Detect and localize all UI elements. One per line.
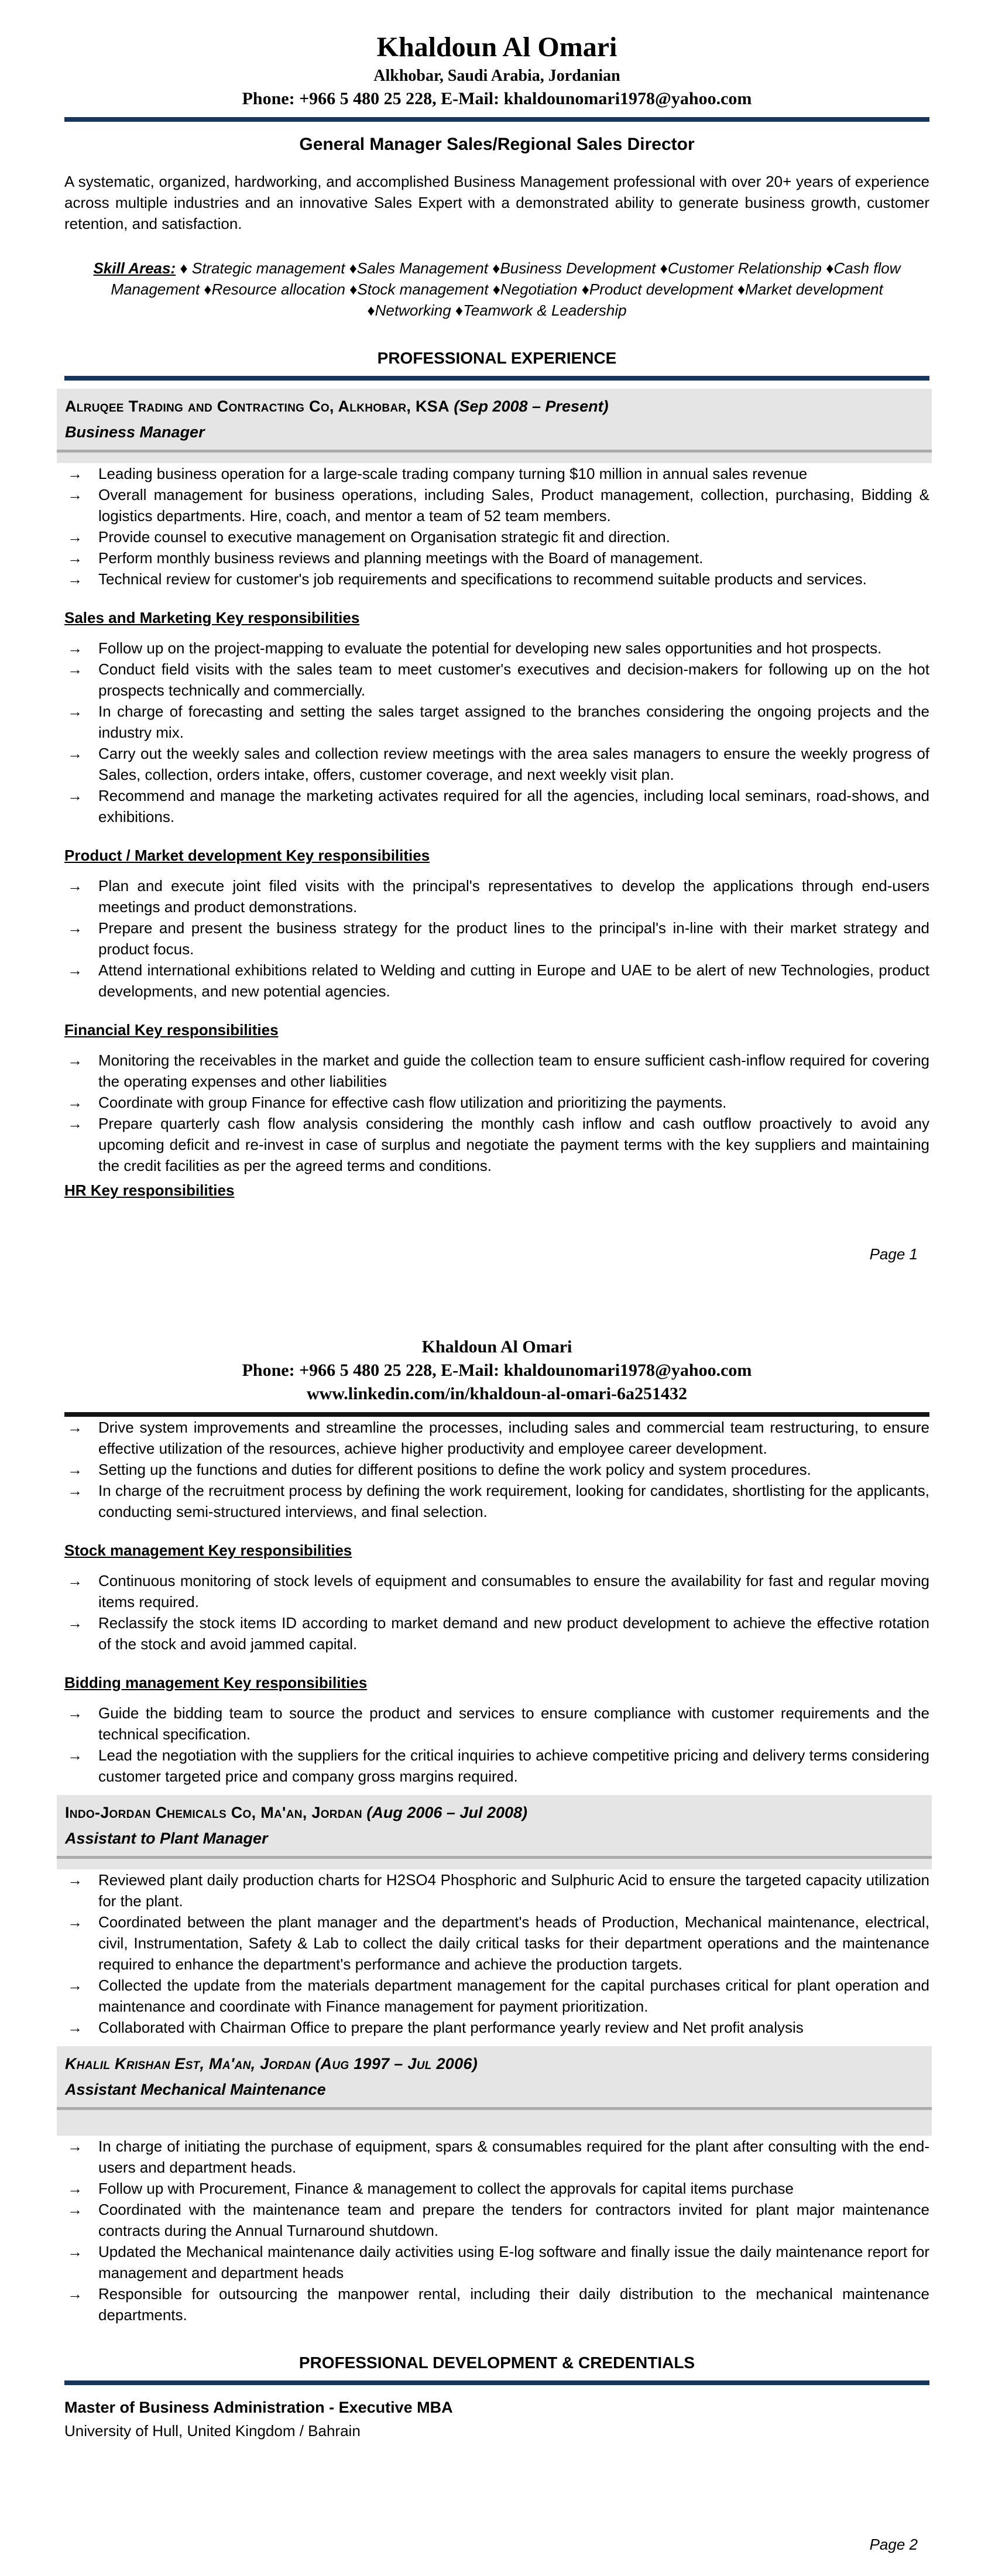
arrow-bullet-icon: → [67,919,83,937]
job3-company-line [65,2053,924,2074]
bullet-text: Reviewed plant daily production charts for H2SO4 Phosphoric and Sulphuric Acid to ensure the targeted capacity utilization for the plant. [98,1871,929,1910]
arrow-bullet-icon: → [67,1572,83,1590]
hr-continued-bullets [64,1417,929,1522]
bullet-text: Coordinated between the plant manager and the department's heads of Production, Mechanical maintenance, electrical, civil, Instrumentation, Safety & Lab to collect the daily critical tasks for their department operations and the maintenance required to enhance the department's performance and achieve the production targets. [98,1913,929,1973]
arrow-bullet-icon: → [67,1704,83,1722]
bullet-text: Provide counsel to executive management on Organisation strategic fit and direction. [98,528,670,546]
arrow-bullet-icon: → [67,1913,83,1931]
bullet-text: Recommend and manage the marketing activates required for all the agencies, including local seminars, road-shows, and exhibitions. [98,787,929,825]
bullet-text: Coordinated with the maintenance team and prepare the tenders for contractors invited for plant major maintenance contracts during the Annual Turnaround shutdown. [98,2201,929,2239]
arrow-bullet-icon: → [67,1482,83,1499]
job3-company-name: Khalil Krishan Est, Ma'an, Jordan [65,2055,311,2073]
job2-role: Assistant to Plant Manager [65,1830,268,1847]
job-header-box-khalil-krishan [57,2046,932,2136]
skill-areas-list: ♦ Strategic management ♦Sales Management ♦Business Development ♦Customer Relationship ♦Cash flow Management ♦Resource allocation ♦Stock management ♦Negotiation ♦Product development ♦Market development ♦Networking ♦Teamwork & Leadership [111,259,901,319]
bullet-item [64,659,929,701]
bullet-text: Follow up with Procurement, Finance & management to collect the approvals for capital items purchase [98,2180,794,2197]
resp-heading-financial: Financial Key responsibilities [64,1021,279,1039]
bullet-item [64,2136,929,2178]
skill-areas [64,258,929,321]
product-market-bullets [64,875,929,1002]
page2-header-rule-black [64,1412,929,1417]
bullet-item [64,1703,929,1745]
job1-box-tail [57,453,932,463]
bullet-text: Setting up the functions and duties for different positions to define the work policy and system procedures. [98,1461,811,1478]
arrow-bullet-icon: → [67,639,83,657]
bullet-item [64,743,929,785]
job1-role: Business Manager [65,423,205,441]
bullet-text: Technical review for customer's job requirements and specifications to recommend suitable products and services. [98,570,867,588]
credentials-rule-navy [64,2380,929,2385]
job2-company-name: Indo-Jordan Chemicals Co, Ma'an, Jordan [65,1804,362,1821]
bullet-item [64,1480,929,1522]
bullet-item [64,484,929,526]
resp-heading-product-market: Product / Market development Key responsibilities [64,847,430,864]
bullet-item [64,547,929,568]
bullet-item [64,785,929,827]
bullet-text: Responsible for outsourcing the manpower rental, including their daily distribution to the mechanical maintenance departments. [98,2285,929,2324]
arrow-bullet-icon: → [67,1051,83,1069]
bullet-item [64,568,929,590]
page2-candidate-contact: Phone: +966 5 480 25 228, E-Mail: khaldounomari1978@yahoo.com [242,1361,752,1380]
bullet-text: In charge of forecasting and setting the sales target assigned to the branches considering the ongoing projects and the industry mix. [98,703,929,741]
header-rule-navy [64,117,929,122]
arrow-bullet-icon: → [67,1094,83,1111]
section-heading-credentials: PROFESSIONAL DEVELOPMENT & CREDENTIALS [298,2354,695,2372]
page2-candidate-name: Khaldoun Al Omari [421,1337,572,1356]
bullet-text: Collected the update from the materials department management for the capital purchases critical for plant operation and maintenance and coordinate with Finance management for payment prioritization. [98,1976,929,2015]
degree-title: Master of Business Administration - Executive MBA [64,2399,453,2416]
arrow-bullet-icon: → [67,2243,83,2260]
job-header-box-alruqee [57,389,932,463]
bullet-text: Carry out the weekly sales and collection review meetings with the area sales managers to ensure the weekly progress of Sales, collection, orders intake, offers, customer coverage, and next weekly visit plan. [98,745,929,783]
bullet-text: Monitoring the receivables in the market and guide the collection team to ensure sufficient cash-inflow required for covering the operating expenses and other liabilities [98,1051,929,1090]
arrow-bullet-icon: → [67,528,83,546]
section-heading-professional-experience: PROFESSIONAL EXPERIENCE [377,349,617,367]
arrow-bullet-icon: → [67,570,83,588]
bullet-item [64,526,929,547]
experience-rule-navy [64,376,929,381]
bullet-text: Drive system improvements and streamline the processes, including sales and commercial team restructuring, to ensure effective utilization of the resources, achieve higher productivity and employee career development. [98,1419,929,1457]
degree-university: University of Hull, United Kingdom / Bahrain [64,2422,361,2440]
bullet-text: Coordinate with group Finance for effective cash flow utilization and prioritizing the payments. [98,1094,727,1111]
bullet-item [64,1050,929,1092]
bullet-text: In charge of initiating the purchase of equipment, spars & consumables required for the plant after consulting with the end-users and department heads. [98,2137,929,2176]
skill-areas-label: Skill Areas: [93,259,176,277]
bullet-item [64,2178,929,2199]
arrow-bullet-icon: → [67,660,83,678]
bidding-bullets [64,1703,929,1787]
arrow-bullet-icon: → [67,1976,83,1994]
bullet-item [64,701,929,743]
arrow-bullet-icon: → [67,1871,83,1889]
job1-intro-bullets [64,463,929,590]
resp-heading-sales-marketing: Sales and Marketing Key responsibilities [64,609,360,626]
bullet-text: Prepare and present the business strategy for the product lines to the principal's in-line with their market strategy and product focus. [98,919,929,958]
arrow-bullet-icon: → [67,1746,83,1764]
candidate-location: Alkhobar, Saudi Arabia, Jordanian [373,67,620,85]
job2-bullets [64,1869,929,2038]
arrow-bullet-icon: → [67,961,83,979]
bullet-item [64,2241,929,2283]
sales-marketing-bullets [64,638,929,827]
bullet-item [64,2199,929,2241]
bullet-item [64,638,929,659]
bullet-text: Leading business operation for a large-scale trading company turning $10 million in annual sales revenue [98,465,808,482]
arrow-bullet-icon: → [67,1461,83,1478]
page-2-number: Page 2 [869,2536,918,2553]
bullet-text: In charge of the recruitment process by defining the work requirement, looking for candidates, shortlisting for the applicants, conducting semi-structured interviews, and final selection. [98,1482,929,1520]
job-header-box-indo-jordan [57,1795,932,1869]
job1-dates: (Sep 2008 – Present) [454,398,609,415]
bullet-item [64,1570,929,1612]
arrow-bullet-icon: → [67,2180,83,2197]
arrow-bullet-icon: → [67,787,83,804]
bullet-item [64,1459,929,1480]
bullet-text: Attend international exhibitions related to Welding and cutting in Europe and UAE to be alert of new Technologies, product developments, and new potential agencies. [98,961,929,1000]
bullet-item [64,1092,929,1113]
professional-summary: A systematic, organized, hardworking, and accomplished Business Management professional with over 20+ years of experience across multiple industries and an innovative Sales Expert with a demonstrated ability to generate business growth, customer retention, and satisfaction. [64,173,929,232]
arrow-bullet-icon: → [67,486,83,503]
bullet-item [64,1869,929,1912]
job3-box-tail [57,2110,932,2136]
arrow-bullet-icon: → [67,877,83,895]
arrow-bullet-icon: → [67,1115,83,1132]
job3-dates: (Aug 1997 – Jul 2006) [315,2055,478,2073]
bullet-text: Perform monthly business reviews and planning meetings with the Board of management. [98,549,704,567]
arrow-bullet-icon: → [67,2201,83,2218]
arrow-bullet-icon: → [67,465,83,482]
target-job-title: General Manager Sales/Regional Sales Director [299,135,695,154]
bullet-text: Prepare quarterly cash flow analysis considering the monthly cash inflow and cash outflow proactively to avoid any upcoming deficit and re-invest in case of surplus and negotiate the payment terms with the key suppliers and maintaining the credit facilities as per the agreed terms and conditions. [98,1115,929,1174]
job3-role: Assistant Mechanical Maintenance [65,2081,326,2098]
arrow-bullet-icon: → [67,1419,83,1436]
arrow-bullet-icon: → [67,745,83,762]
page2-linkedin-url: www.linkedin.com/in/khaldoun-al-omari-6a251432 [306,1384,688,1403]
job1-company-line [65,396,924,417]
arrow-bullet-icon: → [67,1614,83,1632]
bullet-item [64,875,929,917]
bullet-text: Follow up on the project-mapping to evaluate the potential for developing new sales opportunities and hot prospects. [98,639,882,657]
bullet-text: Collaborated with Chairman Office to prepare the plant performance yearly review and Net profit analysis [98,2019,804,2036]
job2-company-line [65,1802,924,1823]
page-1-number: Page 1 [869,1245,918,1263]
stock-bullets [64,1570,929,1654]
arrow-bullet-icon: → [67,2019,83,2036]
job1-company-name: Alruqee Trading and Contracting Co, Alkhobar, KSA [65,398,450,415]
arrow-bullet-icon: → [67,2285,83,2303]
resp-heading-stock: Stock management Key responsibilities [64,1542,352,1559]
bullet-item [64,1912,929,1975]
job2-dates: (Aug 2006 – Jul 2008) [366,1804,528,1821]
resume-page-2 [0,1294,995,2576]
job2-box-tail [57,1859,932,1869]
candidate-name: Khaldoun Al Omari [376,32,617,63]
bullet-item [64,960,929,1002]
bullet-item [64,1975,929,2017]
arrow-bullet-icon: → [67,703,83,720]
bullet-text: Plan and execute joint filed visits with the principal's representatives to develop the applications through end-users meetings and product demonstrations. [98,877,929,916]
bullet-item [64,2283,929,2325]
resp-heading-bidding: Bidding management Key responsibilities [64,1674,368,1691]
candidate-contact: Phone: +966 5 480 25 228, E-Mail: khaldounomari1978@yahoo.com [242,89,752,108]
arrow-bullet-icon: → [67,549,83,567]
bullet-item [64,1113,929,1176]
bullet-text: Reclassify the stock items ID according to market demand and new product development to achieve the effective rotation of the stock and avoid jammed capital. [98,1614,929,1653]
job3-bullets [64,2136,929,2325]
bullet-text: Overall management for business operations, including Sales, Product management, collection, purchasing, Bidding & logistics departments. Hire, coach, and mentor a team of 52 team members. [98,486,929,525]
bullet-text: Continuous monitoring of stock levels of equipment and consumables to ensure the availability for fast and regular moving items required. [98,1572,929,1611]
bullet-item [64,1612,929,1654]
bullet-item [64,1745,929,1787]
bullet-item [64,463,929,484]
arrow-bullet-icon: → [67,2137,83,2155]
bullet-text: Conduct field visits with the sales team to meet customer's executives and decision-makers for following up on the hot prospects technically and commercially. [98,660,929,699]
bullet-text: Lead the negotiation with the suppliers for the critical inquiries to achieve competitive pricing and delivery terms considering customer targeted price and company gross margins required. [98,1746,929,1785]
financial-bullets [64,1050,929,1176]
bullet-item [64,2017,929,2038]
bullet-text: Updated the Mechanical maintenance daily activities using E-log software and finally issue the daily maintenance report for management and department heads [98,2243,929,2282]
bullet-item [64,1417,929,1459]
bullet-item [64,917,929,960]
bullet-text: Guide the bidding team to source the product and services to ensure compliance with customer requirements and the technical specification. [98,1704,929,1743]
resp-heading-hr: HR Key responsibilities [64,1181,235,1199]
